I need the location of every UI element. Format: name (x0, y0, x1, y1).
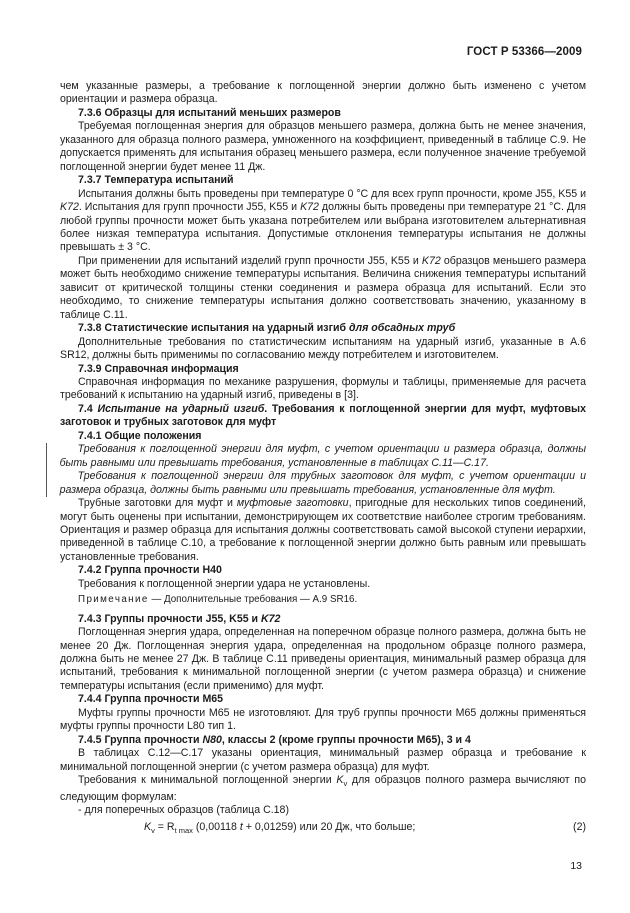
formula (60, 821, 586, 837)
paragraph-italic: Требования к поглощенной энергии для муфт, с учетом ориентации и размера образца, должны быть равными или превышать требования, установленные в таблицах С.11—С.17. (59, 443, 586, 469)
paragraph: Справочная информация по механике разрушения, формулы и таблицы, применяемые для расчета требований к испытанию на ударный изгиб, приведены в [3]. (60, 375, 586, 402)
change-bar (46, 443, 586, 497)
paragraph: Поглощенная энергия удара, определенная на поперечном образце полного размера, должна быть не менее 20 Дж. Поглощенная энергия удара, определенная на продольном образце полного размера, должна быть не менее 27 Дж. В таблице С.11 приведены ориентация, минимальный размер образца для испытаний, требования к минимальной поглощенной энергии (с учетом размера образца) и снижение температуры испытания (если применимо) для муфт. (60, 626, 586, 692)
section-heading-7-4-5: 7.4.5 Группа прочности N80, классы 2 (кроме группы прочности M65), 3 и 4 (78, 733, 471, 746)
section-heading-7-3-8: 7.3.8 Статистические испытания на ударный изгиб для обсадных труб (78, 322, 456, 335)
section-heading-7-3-6: 7.3.6 Образцы для испытаний меньших размеров (78, 106, 341, 119)
paragraph: Дополнительные требования по статистическим испытаниям на ударный изгиб, указанные в А.6 SR12, должны быть применимы по согласованию между потребителем и изготовителем. (60, 335, 586, 362)
formula-number: (2) (573, 820, 586, 833)
section-heading-7-3-9: 7.3.9 Справочная информация (78, 362, 239, 375)
paragraph: Требуемая поглощенная энергия для образцов меньшего размера, должна быть не менее значения, указанного для образца полного размера, умноженного на коэффициент, приведенный в таблице С.9. Не допускается применять для испытания образец меньшего размера, если полученное значение требуемой поглощенной энергии будет менее 11 Дж. (60, 120, 586, 173)
formula-expression: $K_v = R_{t max}$ (0,00118 t + 0,01259) или 20 Дж, что больше; (144, 820, 416, 835)
section-heading-7-4-3: 7.4.3 Группы прочности J55, K55 и K72 (78, 612, 281, 625)
section-heading-7-4-4: 7.4.4 Группа прочности M65 (78, 693, 224, 706)
paragraph: Муфты группы прочности M65 не изготовляют. Для труб группы прочности M65 должны применяться муфты группы прочности L80 тип 1. (60, 706, 586, 733)
paragraph: Требования к поглощенной энергии удара не установлены. (78, 577, 371, 590)
section-heading-7-4-1: 7.4.1 Общие положения (78, 429, 202, 442)
paragraph: чем указанные размеры, а требование к поглощенной энергии должно быть изменено с учетом ориентации и размера образца. (60, 80, 586, 106)
paragraph: Требования к минимальной поглощенной энергии $K_v$ для образцов полного размера вычисляют по следующим формулам: (60, 774, 586, 803)
paragraph: Трубные заготовки для муфт и муфтовые заготовки, пригодные для нескольких типов соединений, могут быть оценены при испытании, демонстрирующем их соответствие наиболее строгим требованиям. Ориентация и размер образца для испытания должны соответствовать самой высокой ступени иерархии, приведенной в таблице С.10, а требование к поглощенной энергии должно быть равным или превышать установленные требования. (60, 497, 586, 563)
paragraph-italic: Требования к поглощенной энергии для трубных заготовок для муфт, с учетом ориентации и размера образца, должны быть равными или превышать требования, установленные для муфт. (59, 470, 586, 496)
section-heading-7-3-7: 7.3.7 Температура испытаний (78, 174, 234, 187)
page-number: 13 (570, 860, 582, 872)
section-heading-7-4: 7.4 Испытание на ударный изгиб. Требования к поглощенной энергии для муфт, муфтовых заготовок и трубных заготовок для муфт (60, 402, 586, 429)
note: Примечание — Дополнительные требования — А.9 SR16. (78, 594, 358, 606)
paragraph: - для поперечных образцов (таблица С.18) (78, 804, 289, 817)
section-heading-7-4-2: 7.4.2 Группа прочности H40 (78, 564, 222, 577)
document-body (60, 80, 586, 837)
document-header: ГОСТ Р 53366—2009 (466, 46, 582, 58)
paragraph: В таблицах С.12—С.17 указаны ориентация, минимальный размер образца и требование к минимальной поглощенной энергии (с учетом размера образца) для муфт. (60, 747, 586, 773)
paragraph: Испытания должны быть проведены при температуре 0 °С для всех групп прочности, кроме J55, K55 и K72. Испытания для групп прочности J55, K55 и K72 должны быть проведены при температуре 21 °С. Для любой группы прочности может быть указана потребителем или выбрана изготовителем альтернативная более низкая температура испытания. Допустимые отклонения температуры испытания не должны превышать ± 3 °С. (60, 187, 586, 254)
paragraph: При применении для испытаний изделий групп прочности J55, K55 и K72 образцов меньшего размера может быть необходимо снижение температуры испытания. Величина снижения температуры испытаний зависит от критической толщины стенки соединения и размера образца для испытаний. Если это необходимо, то снижение температуры испытания должно соответствовать значению, указанному в таблице С.11. (60, 254, 586, 321)
